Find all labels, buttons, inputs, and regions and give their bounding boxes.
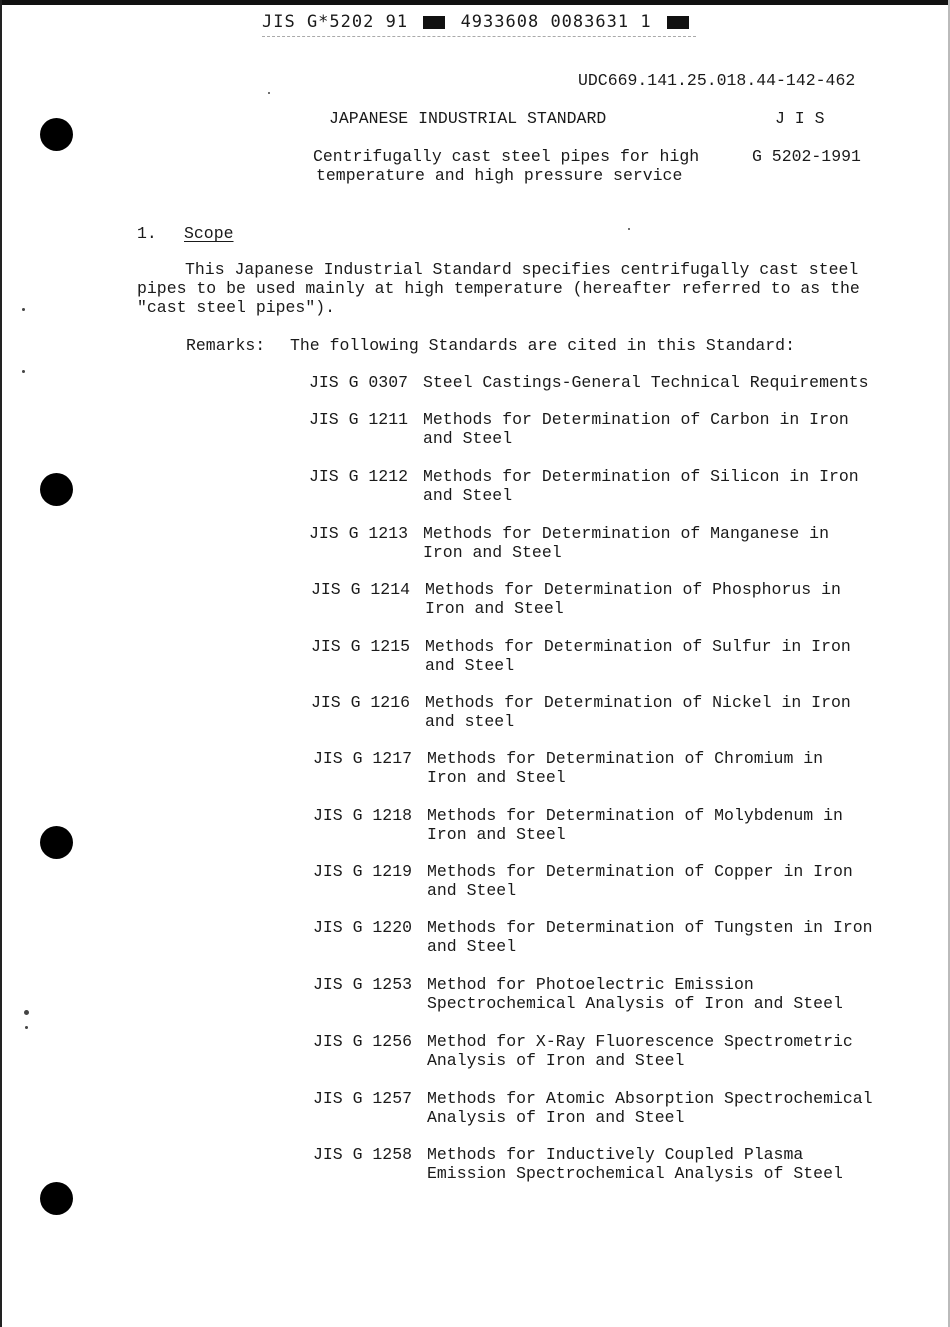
reference-title-line: Methods for Determination of Sulfur in Iron — [425, 637, 851, 656]
reference-title-line: Methods for Determination of Phosphorus in — [425, 580, 841, 599]
jis-label: J I S — [775, 109, 825, 128]
reference-code: JIS G 1211 — [309, 410, 409, 429]
punch-hole — [40, 473, 73, 506]
reference-title-line: Iron and Steel — [427, 825, 566, 844]
scan-speck — [22, 308, 25, 311]
reference-code: JIS G 1213 — [309, 524, 409, 543]
reference-code: JIS G 1212 — [309, 467, 409, 486]
reference-title-line: Methods for Inductively Coupled Plasma — [427, 1145, 804, 1164]
reference-code: JIS G 1258 — [313, 1145, 413, 1164]
punch-hole — [40, 826, 73, 859]
reference-title-line: and Steel — [423, 486, 513, 505]
reference-title-line: and Steel — [427, 881, 517, 900]
reference-code: JIS G 1217 — [313, 749, 413, 768]
reference-code: JIS G 1253 — [313, 975, 413, 994]
title-line-2: temperature and high pressure service — [316, 166, 683, 185]
reference-title-line: and Steel — [423, 429, 513, 448]
page-left-border — [0, 0, 2, 1327]
reference-title-line: Iron and Steel — [423, 543, 562, 562]
reference-title-line: and Steel — [427, 937, 517, 956]
remarks-label: Remarks: — [186, 336, 266, 355]
reference-title-line: Methods for Determination of Carbon in Iron — [423, 410, 849, 429]
reference-title-line: Methods for Atomic Absorption Spectrochemical — [427, 1089, 873, 1108]
reference-title-line: Methods for Determination of Chromium in — [427, 749, 824, 768]
reference-code: JIS G 0307 — [309, 373, 409, 392]
punch-hole — [40, 118, 73, 151]
barcode-block-icon — [667, 16, 689, 29]
scope-line-3: "cast steel pipes"). — [137, 298, 336, 317]
reference-title-line: Iron and Steel — [425, 599, 564, 618]
header-code-strip — [262, 12, 696, 37]
reference-title-line: and steel — [425, 712, 515, 731]
reference-title-line: Spectrochemical Analysis of Iron and Steel — [427, 994, 843, 1013]
reference-code: JIS G 1256 — [313, 1032, 413, 1051]
reference-title-line: Methods for Determination of Copper in Iron — [427, 862, 853, 881]
udc-number: UDC669.141.25.018.44-142-462 — [578, 71, 856, 90]
reference-title-line: Methods for Determination of Tungsten in Iron — [427, 918, 873, 937]
reference-code: JIS G 1220 — [313, 918, 413, 937]
reference-code: JIS G 1215 — [311, 637, 411, 656]
reference-title-line: Analysis of Iron and Steel — [427, 1051, 685, 1070]
reference-title-line: Methods for Determination of Molybdenum in — [427, 806, 843, 825]
reference-code: JIS G 1214 — [311, 580, 411, 599]
reference-title-line: Steel Castings-General Technical Requirements — [423, 373, 869, 392]
reference-title-line: Emission Spectrochemical Analysis of Steel — [427, 1164, 843, 1183]
section-heading: Scope — [184, 224, 234, 243]
section-number: 1. — [137, 224, 157, 243]
reference-code: JIS G 1219 — [313, 862, 413, 881]
scan-speck — [268, 92, 270, 94]
standard-number: G 5202-1991 — [752, 147, 861, 166]
header-code-part2: 4933608 0083631 1 — [460, 12, 652, 32]
standard-label: JAPANESE INDUSTRIAL STANDARD — [329, 109, 607, 128]
remarks-intro: The following Standards are cited in this Standard: — [290, 336, 795, 355]
page-top-border — [0, 0, 950, 5]
reference-code: JIS G 1216 — [311, 693, 411, 712]
reference-title-line: Iron and Steel — [427, 768, 566, 787]
reference-title-line: Method for Photoelectric Emission — [427, 975, 754, 994]
scan-speck — [628, 228, 630, 230]
scan-speck — [25, 1026, 28, 1029]
reference-title-line: Methods for Determination of Silicon in Iron — [423, 467, 859, 486]
reference-title-line: Methods for Determination of Nickel in Iron — [425, 693, 851, 712]
barcode-block-icon — [423, 16, 445, 29]
reference-title-line: Methods for Determination of Manganese in — [423, 524, 829, 543]
scope-line-1: This Japanese Industrial Standard specifies centrifugally cast steel — [185, 260, 859, 279]
title-line-1: Centrifugally cast steel pipes for high — [313, 147, 700, 166]
reference-code: JIS G 1218 — [313, 806, 413, 825]
reference-code: JIS G 1257 — [313, 1089, 413, 1108]
scan-speck — [22, 370, 25, 373]
scan-speck — [24, 1010, 29, 1015]
reference-title-line: and Steel — [425, 656, 515, 675]
reference-title-line: Analysis of Iron and Steel — [427, 1108, 685, 1127]
scope-line-2: pipes to be used mainly at high temperature (hereafter referred to as the — [137, 279, 860, 298]
reference-title-line: Method for X-Ray Fluorescence Spectrometric — [427, 1032, 853, 1051]
punch-hole — [40, 1182, 73, 1215]
header-code-part1: JIS G*5202 91 — [262, 12, 409, 32]
